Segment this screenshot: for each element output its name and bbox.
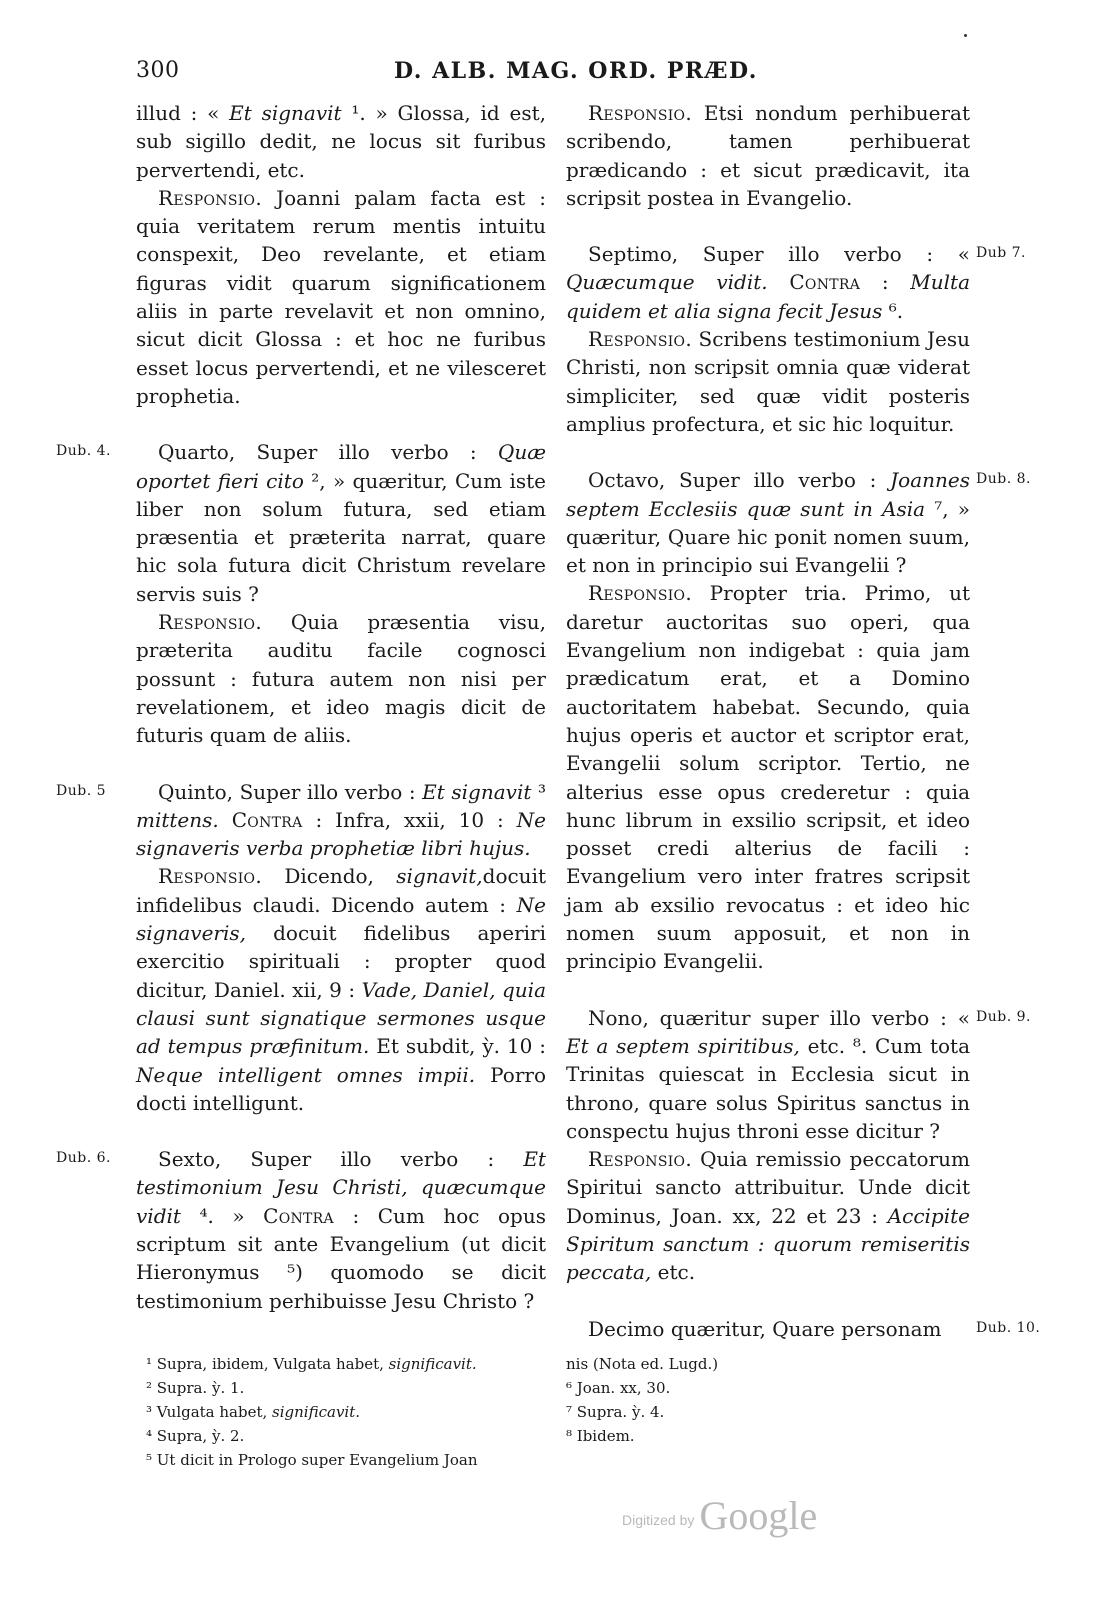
italic-text: Multa quidem et alia signa fecit Jesus bbox=[566, 270, 970, 323]
text-paragraph bbox=[136, 862, 546, 1117]
footnotes-right bbox=[566, 1352, 916, 1448]
text-run: ¹. » Glossa, id est, sub sigillo dedit, ne locus sit furibus pervertendi, etc. bbox=[136, 101, 546, 182]
text-run: Dicendo, bbox=[261, 864, 397, 889]
smallcaps-label: Responsio. bbox=[158, 610, 262, 635]
footnote bbox=[566, 1424, 916, 1448]
text-run: ¹ Supra, ibidem, Vulgata habet, bbox=[146, 1355, 389, 1373]
left-text-column bbox=[136, 99, 546, 1315]
text-run: Octavo, Super illo verbo : bbox=[588, 468, 891, 493]
text-paragraph bbox=[136, 1145, 546, 1315]
text-run: : Infra, xxii, 10 : bbox=[302, 807, 517, 832]
paragraph-gap bbox=[136, 750, 546, 778]
text-paragraph bbox=[566, 325, 970, 438]
text-run: etc. bbox=[651, 1260, 696, 1285]
text-run: docuit infidelibus claudi. Dicendo autem : bbox=[136, 864, 546, 917]
watermark-prefix: Digitized by bbox=[622, 1512, 695, 1528]
footnote bbox=[146, 1424, 546, 1448]
margin-note: Dub. 4. bbox=[56, 443, 111, 459]
smallcaps-label: Contra bbox=[263, 1203, 334, 1228]
smallcaps-label: Responsio. bbox=[588, 101, 692, 125]
italic-text: Et signavit bbox=[229, 101, 342, 125]
text-run: : Cum hoc opus scriptum sit ante Evangelium (ut dicit Hieronymus ⁵) quomodo se dicit testimonium perhibuisse Jesu Christo ? bbox=[136, 1203, 546, 1313]
text-run: Quia præsentia visu, præterita auditu facile cognosci possunt : futura autem non nisi per revelationem, et ideo magis dicit de futuris quam de aliis. bbox=[136, 610, 546, 748]
italic-text: Et testimonium Jesu Christi, quæcumque vidit bbox=[136, 1147, 546, 1228]
text-paragraph bbox=[566, 1315, 970, 1343]
smallcaps-label: Contra bbox=[789, 270, 861, 295]
page-number: 300 bbox=[136, 58, 180, 83]
footnote bbox=[146, 1400, 546, 1424]
text-run: ⁷ Supra. ỳ. 4. bbox=[566, 1403, 665, 1421]
margin-note: Dub. 5 bbox=[56, 783, 107, 799]
text-run: ⁵ Ut dicit in Prologo super Evangelium Joan bbox=[146, 1451, 478, 1469]
ink-speck bbox=[964, 34, 967, 37]
text-run: ², » quæritur, Cum iste liber non solum futura, sed etiam præsentia et præterita narrat, quare hic sola futura dicit Christum revelare servis suis ? bbox=[136, 468, 546, 606]
text-paragraph bbox=[566, 240, 970, 325]
italic-text: Neque intelligent omnes impii. bbox=[136, 1062, 476, 1087]
text-run: ⁸ Ibidem. bbox=[566, 1427, 635, 1445]
italic-text: Ne signaveris verba prophetiæ libri hujus. bbox=[136, 807, 547, 861]
text-paragraph bbox=[136, 608, 546, 749]
footnote bbox=[146, 1376, 546, 1400]
text-run: Decimo quæritur, Quare personam bbox=[588, 1316, 942, 1341]
text-run: Sexto, Super illo verbo : bbox=[158, 1147, 524, 1172]
text-paragraph bbox=[136, 99, 546, 184]
paragraph-gap bbox=[136, 410, 546, 438]
italic-text: significavit. bbox=[388, 1355, 477, 1373]
italic-text: Et signavit bbox=[422, 779, 532, 804]
paragraph-gap bbox=[136, 1117, 546, 1145]
text-run: nis (Nota ed. Lugd.) bbox=[566, 1355, 719, 1373]
text-run bbox=[768, 270, 790, 294]
text-run: ⁴. » bbox=[180, 1203, 264, 1228]
text-run: Septimo, Super illo verbo : « bbox=[588, 242, 970, 267]
text-run: Nono, quæritur super illo verbo : « bbox=[588, 1005, 970, 1030]
smallcaps-label: Responsio. bbox=[588, 327, 692, 352]
text-run: Scribens testimonium Jesu Christi, non scripsit omnia quæ viderat simpliciter, sed quæ vidit posteris amplius profectura, et sic hic loquitur. bbox=[566, 327, 970, 436]
text-run bbox=[219, 808, 232, 832]
right-text-column bbox=[566, 99, 970, 1343]
text-paragraph bbox=[136, 184, 546, 410]
text-paragraph bbox=[136, 438, 546, 608]
italic-text: significavit. bbox=[272, 1403, 361, 1421]
smallcaps-label: Contra bbox=[231, 807, 303, 832]
paragraph-gap bbox=[566, 212, 970, 240]
paragraph-gap bbox=[566, 438, 970, 466]
smallcaps-label: Responsio. bbox=[588, 1147, 692, 1172]
text-run: ⁶. bbox=[882, 298, 904, 323]
smallcaps-label: Responsio. bbox=[588, 581, 692, 606]
paragraph-gap bbox=[566, 1287, 970, 1315]
italic-text: Vade, Daniel, quia clausi sunt signatique sermones usque ad tempus præfinitum. bbox=[136, 977, 546, 1059]
margin-note: Dub 7. bbox=[976, 245, 1027, 261]
watermark-brand: Google bbox=[699, 1493, 818, 1538]
text-run: ³ Vulgata habet, bbox=[146, 1403, 273, 1421]
text-paragraph bbox=[566, 579, 970, 975]
text-run: Porro docti intelligunt. bbox=[136, 1062, 546, 1115]
italic-text: Ne signaveris, bbox=[136, 892, 546, 946]
italic-text: signavit, bbox=[396, 864, 483, 889]
italic-text: Joannes septem Ecclesiis quæ sunt in Asia bbox=[566, 468, 970, 521]
text-run: Quinto, Super illo verbo : bbox=[158, 779, 423, 804]
margin-note: Dub. 10. bbox=[976, 1320, 1041, 1336]
footnotes-left bbox=[146, 1352, 546, 1472]
footnote bbox=[566, 1376, 916, 1400]
text-run: etc. ⁸. Cum tota Trinitas quiescat in Ecclesia sicut in throno, quare solus Spiritus sanctus in conspectu hujus throni esse dicitur ? bbox=[566, 1033, 970, 1143]
text-run: Quarto, Super illo verbo : bbox=[158, 440, 498, 465]
text-paragraph bbox=[566, 1004, 970, 1145]
italic-text: Quæ oportet fieri cito bbox=[136, 440, 546, 493]
text-paragraph bbox=[566, 1145, 970, 1286]
margin-note: Dub. 9. bbox=[976, 1009, 1031, 1025]
italic-text: Accipite Spiritum sanctum : quorum remiseritis peccata, bbox=[566, 1203, 970, 1285]
text-run: docuit fidelibus aperiri exercitio spirituali : propter quod dicitur, Daniel. xii, 9 : bbox=[136, 921, 546, 1002]
text-run: ³ bbox=[531, 779, 546, 804]
italic-text: mittens. bbox=[136, 807, 219, 832]
italic-text: Et a septem spiritibus, bbox=[566, 1033, 800, 1058]
text-run: illud : « bbox=[136, 101, 230, 125]
text-paragraph bbox=[566, 466, 970, 579]
footnote bbox=[146, 1448, 546, 1472]
text-run: Propter tria. Primo, ut daretur auctoritas suo operi, qua Evangelium non indigebat : quia jam prædicatum erat, et a Domino auctoritatem habebat. Secundo, quia hujus operis et auctor et scriptor erat, Evangelii solum scriptor. Tertio, ne alterius esse opus crederetur : quia hunc librum in exsilio scripsit, et ideo posset credi alterius de facili : Evangelium vero inter fratres scripsit jam ab exsilio revocatus : et ideo hic nomen suum apposuit, et non in principio Evangelii. bbox=[566, 581, 970, 974]
text-run: Quia remissio peccatorum Spiritui sancto attribuitur. Unde dicit Dominus, Joan. xx, 22 et 23 : bbox=[566, 1147, 970, 1228]
running-title: D. ALB. MAG. ORD. PRÆD. bbox=[394, 58, 758, 84]
margin-note: Dub. 8. bbox=[976, 471, 1031, 487]
digitized-watermark bbox=[622, 1492, 817, 1539]
text-paragraph bbox=[136, 778, 546, 863]
text-run: Et subdit, ỳ. 10 : bbox=[369, 1034, 546, 1059]
paragraph-gap bbox=[566, 976, 970, 1004]
text-run: ² Supra. ỳ. 1. bbox=[146, 1379, 245, 1397]
text-run: : bbox=[860, 270, 911, 295]
text-run: Joanni palam facta est : quia veritatem rerum mentis intuitu conspexit, Deo revelante, et etiam figuras vidit quarum significationem aliis in parte revelavit et non omnino, sicut dicit Glossa : et hoc ne furibus esset locus pervertendi, et ne vilesceret prophetia. bbox=[136, 185, 546, 408]
text-run: ⁷, » quæritur, Quare hic ponit nomen suum, et non in principio sui Evangelii ? bbox=[566, 496, 970, 578]
text-run: ⁴ Supra, ỳ. 2. bbox=[146, 1427, 245, 1445]
smallcaps-label: Responsio. bbox=[158, 185, 262, 210]
footnote bbox=[566, 1352, 916, 1376]
italic-text: Quæcumque vidit. bbox=[566, 270, 768, 295]
text-run: ⁶ Joan. xx, 30. bbox=[566, 1379, 671, 1397]
footnote bbox=[146, 1352, 546, 1376]
text-run: Etsi nondum perhibuerat scribendo, tamen perhibuerat prædicando : et sicut prædicavit, ita scripsit postea in Evangelio. bbox=[566, 101, 970, 210]
text-paragraph bbox=[566, 99, 970, 212]
footnote bbox=[566, 1400, 916, 1424]
smallcaps-label: Responsio. bbox=[158, 864, 262, 889]
margin-note: Dub. 6. bbox=[56, 1150, 111, 1166]
